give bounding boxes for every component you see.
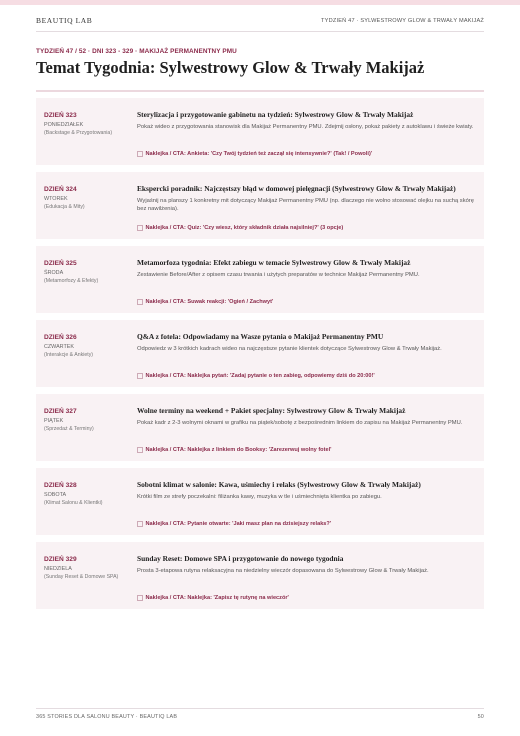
day-title: Q&A z fotela: Odpowiadamy na Wasze pytania o Makijaż Permanentny PMU: [137, 332, 384, 341]
page-number: 50: [477, 714, 484, 720]
day-number: DZIEŃ 329: [44, 556, 77, 563]
weekday-name: NIEDZIELA: [44, 566, 72, 572]
day-card: [36, 98, 484, 165]
day-number: DZIEŃ 323: [44, 112, 77, 119]
day-number: DZIEŃ 326: [44, 334, 77, 341]
weekday-name: PONIEDZIAŁEK: [44, 122, 84, 128]
day-card: [36, 542, 484, 609]
page-title: Temat Tygodnia: Sylwestrowy Glow & Trwały Makijaż: [36, 58, 425, 77]
day-number: DZIEŃ 328: [44, 482, 77, 489]
cta-sticker: [137, 521, 331, 527]
checkbox-icon: [137, 595, 143, 601]
day-list: [36, 98, 484, 616]
day-content: [137, 406, 478, 427]
weekday-name: ŚRODA: [44, 270, 64, 276]
header-week-label: TYDZIEŃ 47 · SYLWESTROWY GLOW & TRWAŁY MAKIJAŻ: [321, 17, 484, 24]
day-description: Wyjaśnij na planszy 1 konkretny mit dotyczący Makijaż Permanentny PMU (np. dlaczego nie wolno stosować olejku na suchą skórę bez nawilżenia).: [137, 198, 474, 213]
cta-sticker: [137, 447, 331, 453]
header-divider: [36, 31, 484, 32]
day-title: Metamorfoza tygodnia: Efekt zabiegu w temacie Sylwestrowy Glow & Trwały Makijaż: [137, 258, 411, 267]
day-title: Ekspercki poradnik: Najczęstszy błąd w domowej pielęgnacji (Sylwestrowy Glow & Trwały Makijaż): [137, 184, 456, 193]
cta-sticker: [137, 373, 375, 379]
day-content: [137, 554, 478, 575]
cta-text: Naklejka / CTA: Suwak reakcji: 'Ogień / Zachwyt': [145, 299, 274, 305]
checkbox-icon: [137, 225, 143, 231]
day-meta: [44, 260, 132, 284]
checkbox-icon: [137, 151, 143, 157]
title-divider: [36, 90, 484, 92]
brand-name: BEAUTIQ LAB: [36, 16, 93, 25]
day-description: Pokaż wideo z przygotowania stanowisk dla Makijaż Permanentny PMU. Zdejmij osłony, pokaż pakiety z autoklawu i świeże kwiaty.: [137, 124, 474, 130]
cta-text: Naklejka / CTA: Ankieta: 'Czy Twój tydzień też zaczął się intensywnie?' (Tak! / Powoli)': [145, 151, 373, 157]
day-category: (Sprzedaż & Terminy): [44, 426, 94, 432]
day-meta: [44, 186, 132, 210]
day-title: Wolne terminy na weekend + Pakiet specjalny: Sylwestrowy Glow & Trwały Makijaż: [137, 406, 406, 415]
day-category: (Backstage & Przygotowania): [44, 130, 113, 136]
footer-title: 365 STORIES DLA SALONU BEAUTY · BEAUTIQ LAB: [36, 714, 178, 720]
day-category: (Klimat Salonu & Klientki): [44, 500, 103, 506]
weekday-name: WTOREK: [44, 196, 68, 202]
day-content: [137, 480, 478, 501]
weekday-name: SOBOTA: [44, 492, 67, 498]
day-description: Krótki film ze strefy poczekalni: filiżanka kawy, muzyka w tle i uśmiechnięta klientka po zabiegu.: [137, 494, 382, 500]
day-description: Zestawienie Before/After z opisem czasu trwania i użytych preparatów w technice Makijaż Permanentny PMU.: [137, 272, 420, 278]
checkbox-icon: [137, 373, 143, 379]
page-footer: [36, 714, 484, 720]
day-card: [36, 468, 484, 535]
cta-sticker: [137, 151, 372, 157]
page-header: [36, 16, 484, 25]
week-kicker: TYDZIEŃ 47 / 52 · DNI 323 - 329 · MAKIJAŻ PERMANENTNY PMU: [36, 48, 237, 55]
checkbox-icon: [137, 521, 143, 527]
day-description: Pokaż kadr z 2-3 wolnymi oknami w grafiku na piątek/sobotę z bezpośrednim linkiem do zapisu na Makijaż Permanentny PMU.: [137, 420, 463, 426]
top-band: [0, 0, 520, 5]
day-number: DZIEŃ 325: [44, 260, 77, 267]
footer-divider: [36, 708, 484, 709]
day-meta: [44, 334, 132, 358]
day-card: [36, 320, 484, 387]
day-number: DZIEŃ 327: [44, 408, 77, 415]
day-category: (Interakcje & Ankiety): [44, 352, 94, 358]
cta-sticker: [137, 595, 289, 601]
day-category: (Sunday Reset & Domowe SPA): [44, 574, 119, 580]
day-description: Prosta 3-etapowa rutyna relaksacyjna na niedzielny wieczór dopasowana do Sylwestrowy Glow & Trwały Makijaż.: [137, 568, 429, 574]
day-content: [137, 110, 478, 131]
day-card: [36, 246, 484, 313]
day-content: [137, 184, 478, 213]
day-content: [137, 258, 478, 279]
day-content: [137, 332, 478, 353]
cta-text: Naklejka / CTA: Naklejka pytań: 'Zadaj pytanie o ten zabieg, odpowiemy dziś do 20:00!': [145, 373, 375, 379]
day-title: Sunday Reset: Domowe SPA i przygotowanie do nowego tygodnia: [137, 554, 344, 563]
day-category: (Metamorfozy & Efekty): [44, 278, 99, 284]
day-card: [36, 172, 484, 239]
cta-sticker: [137, 225, 343, 231]
day-title: Sobotni klimat w salonie: Kawa, uśmiechy i relaks (Sylwestrowy Glow & Trwały Makijaż): [137, 480, 421, 489]
day-meta: [44, 556, 132, 580]
cta-text: Naklejka / CTA: Pytanie otwarte: 'Jaki masz plan na dzisiejszy relaks?': [145, 521, 332, 527]
cta-text: Naklejka / CTA: Naklejka: 'Zapisz tę rutynę na wieczór': [145, 595, 289, 601]
weekday-name: PIĄTEK: [44, 418, 64, 424]
cta-text: Naklejka / CTA: Quiz: 'Czy wiesz, który składnik działa najsilniej?' (3 opcje): [145, 225, 344, 231]
day-meta: [44, 482, 132, 506]
day-meta: [44, 112, 132, 136]
day-description: Odpowiedz w 3 krótkich kadrach wideo na najczęstsze pytanie klientek dotyczące Sylwestrowy Glow & Trwały Makijaż.: [137, 346, 442, 352]
day-category: (Edukacja & Mity): [44, 204, 85, 210]
cta-sticker: [137, 299, 273, 305]
day-meta: [44, 408, 132, 432]
checkbox-icon: [137, 447, 143, 453]
day-card: [36, 394, 484, 461]
cta-text: Naklejka / CTA: Naklejka z linkiem do Booksy: 'Zarezerwuj wolny fotel': [145, 447, 332, 453]
day-number: DZIEŃ 324: [44, 186, 77, 193]
weekday-name: CZWARTEK: [44, 344, 74, 350]
checkbox-icon: [137, 299, 143, 305]
day-title: Sterylizacja i przygotowanie gabinetu na tydzień: Sylwestrowy Glow & Trwały Makijaż: [137, 110, 414, 119]
